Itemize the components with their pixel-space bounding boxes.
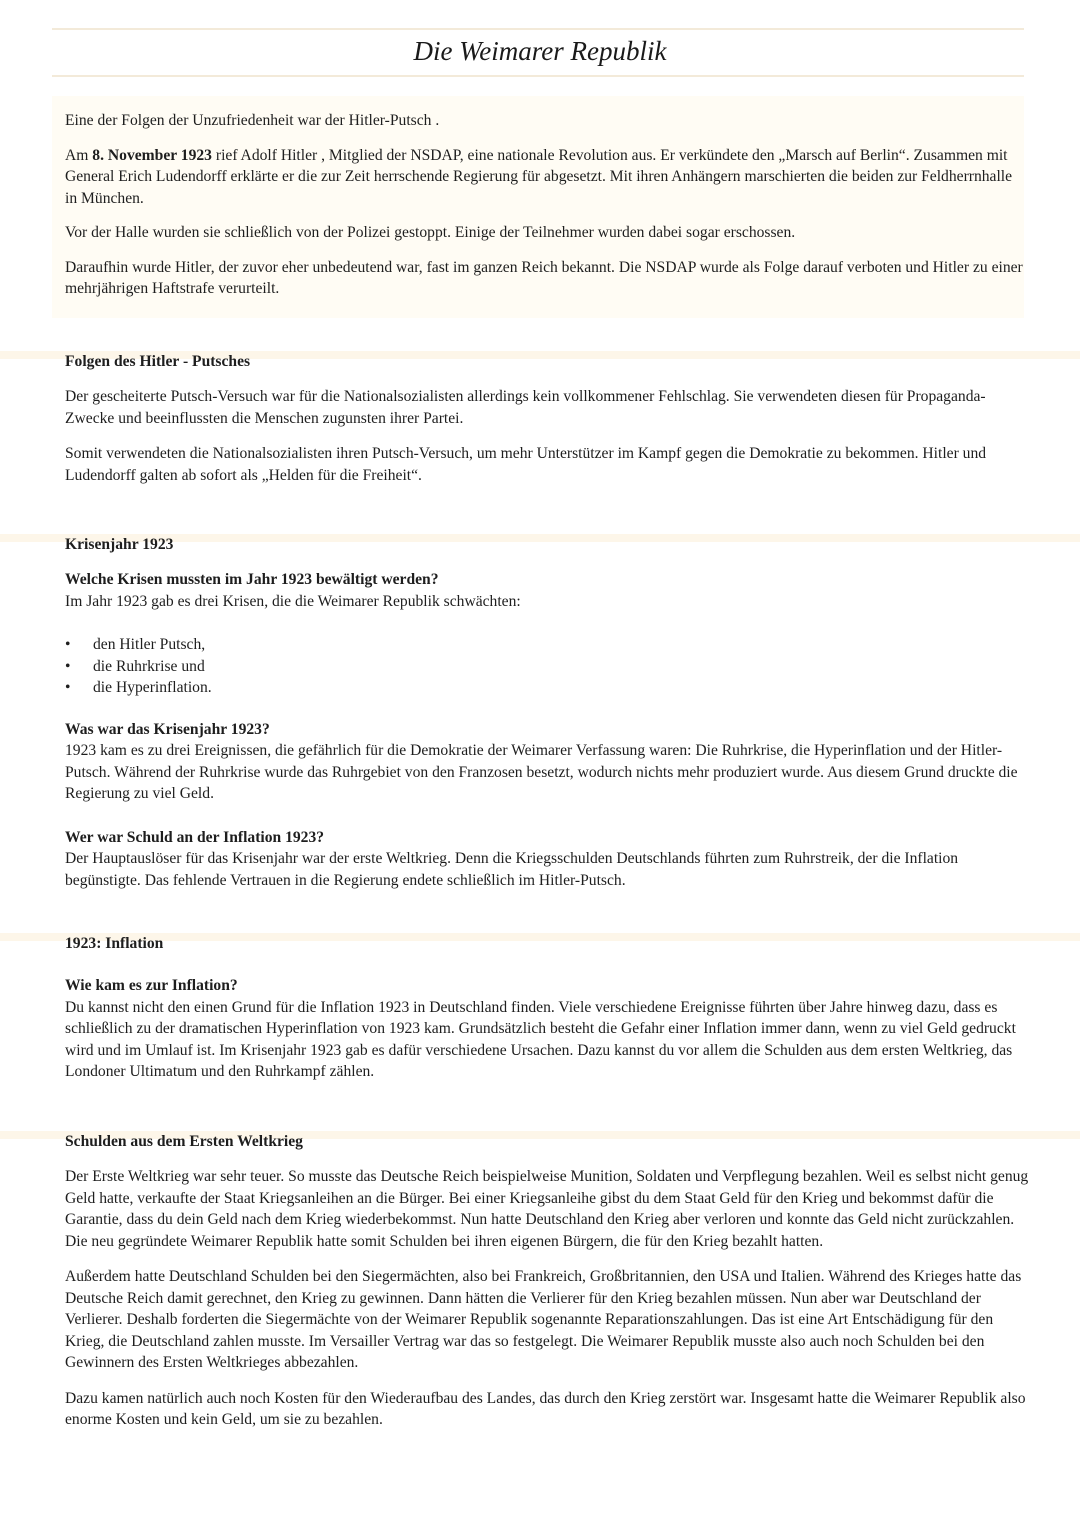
- section-krisenjahr-text: [65, 569, 1030, 891]
- crises-list: [65, 634, 1030, 699]
- intro-text: [65, 110, 1025, 300]
- section-heading-krisenjahr: Krisenjahr 1923: [65, 536, 174, 553]
- section-heading-schulden: Schulden aus dem Ersten Weltkrieg: [65, 1133, 303, 1150]
- folgen-paragraph-2: Somit verwendeten die Nationalsozialisten ihren Putsch-Versuch, um mehr Unterstützer im Kampf gegen die Demokratie zu bekommen. Hitler und Ludendorff galten ab sofort als „Helden für die Freiheit“.: [65, 445, 987, 484]
- section-heading-folgen: Folgen des Hitler - Putsches: [65, 353, 251, 370]
- list-item: • die Hyperinflation.: [65, 677, 1030, 699]
- intro-paragraph-2: [65, 145, 1025, 210]
- section-heading-inflation: 1923: Inflation: [65, 935, 164, 952]
- krisenjahr-question-2: Was war das Krisenjahr 1923?: [65, 720, 270, 738]
- folgen-paragraph-1: Der gescheiterte Putsch-Versuch war für die Nationalsozialisten allerdings kein vollkommener Fehlschlag. Sie verwendeten diesen für Propaganda-Zwecke und beeinflussten die Menschen zugunsten ihrer Partei.: [65, 388, 986, 427]
- krisenjahr-question-1: Welche Krisen mussten im Jahr 1923 bewältigt werden?: [65, 571, 439, 588]
- schulden-paragraph-1: Der Erste Weltkrieg war sehr teuer. So musste das Deutsche Reich beispielweise Munition, Soldaten und Verpflegung bezahlen. Weil es selbst nicht genug Geld hatte, verkaufte der Staat Kriegsanleihen an die Bürger. Bei einer Kriegsanleihe gibst du dem Staat Geld für den Krieg und bekommst dafür die Garantie, dass du dein Geld nach dem Krieg wiederbekommst. Nun hatte Deutschland den Krieg aber verloren und konnte das Geld nicht zurückzahlen. Die neu gegründete Weimarer Republik hatte somit Schulden bei ihren eigenen Bürgern, die für den Krieg bezahlt hatten.: [65, 1168, 1029, 1250]
- schulden-paragraph-2: Außerdem hatte Deutschland Schulden bei den Siegermächten, also bei Frankreich, Großbritannien, den USA und Italien. Während des Krieges hatte das Deutsche Reich damit gerechnet, den Krieg zu gewinnen. Dann hätten die Verlierer für den Krieg bezahlen müssen. Nun aber war Deutschland der Verlierer. Deshalb forderten die Siegermächte von der Weimarer Republik sogenannte Reparationszahlungen. Das ist eine Art Entschädigung für den Krieg, die Deutschland zahlen musste. Im Versailler Vertrag war das so festgelegt. Die Weimarer Republik musste also auch noch Schulden bei den Gewinnern des Ersten Weltkrieges abbezahlen.: [65, 1268, 1022, 1371]
- section-inflation-text: [65, 975, 1030, 1083]
- intro-paragraph-4: Daraufhin wurde Hitler, der zuvor eher unbedeutend war, fast im ganzen Reich bekannt. Die NSDAP wurde als Folge darauf verboten und Hitler zu einer mehrjährigen Haftstrafe verurteilt.: [65, 258, 1023, 297]
- inflation-answer-1: Du kannst nicht den einen Grund für die Inflation 1923 in Deutschland finden. Viele verschiedene Ereignisse führten über Jahre hinweg dazu, dass es schließlich zu der dramatischen Hyperinflation von 1923 kam. Grundsätzlich besteht die Gefahr einer Inflation immer dann, wenn zu viel Geld gedruckt wird und im Umlauf ist. Im Krisenjahr 1923 gab es dafür verschiedene Ursachen. Dazu kannst du vor allem die Schulden aus dem ersten Weltkrieg, das Londoner Ultimatum und den Ruhrkampf zählen.: [65, 998, 1016, 1080]
- intro-paragraph-1: Eine der Folgen der Unzufriedenheit war der Hitler-Putsch .: [65, 112, 440, 129]
- krisenjahr-answer-1: Im Jahr 1923 gab es drei Krisen, die die Weimarer Republik schwächten:: [65, 592, 521, 610]
- top-rule: [52, 28, 1024, 30]
- krisenjahr-answer-2: 1923 kam es zu drei Ereignissen, die gefährlich für die Demokratie der Weimarer Verfassung waren: Die Ruhrkrise, die Hyperinflation und der Hitler-Putsch. Während der Ruhrkrise wurde das Ruhrgebiet von den Franzosen besetzt, wodurch nichts mehr produziert wurde. Aus diesem Grund druckte die Regierung zu viel Geld.: [65, 742, 1018, 802]
- krisenjahr-answer-3: Der Hauptauslöser für das Krisenjahr war der erste Weltkrieg. Denn die Kriegsschulden Deutschlands führten zum Ruhrstreik, der die Inflation begünstigte. Das fehlende Vertrauen in die Regierung endete schließlich im Hitler-Putsch.: [65, 850, 959, 889]
- list-item: • die Ruhrkrise und: [65, 656, 1030, 678]
- intro-date: 8. November 1923: [92, 146, 212, 164]
- intro-paragraph-3: Vor der Halle wurden sie schließlich von der Polizei gestoppt. Einige der Teilnehmer wurden dabei sogar erschossen.: [65, 224, 796, 241]
- krisenjahr-question-3: Wer war Schuld an der Inflation 1923?: [65, 828, 325, 846]
- intro-p2-post: rief Adolf Hitler , Mitglied der NSDAP, eine nationale Revolution aus. Er verkündete den „Marsch auf Berlin“. Zusammen mit General Erich Ludendorff erklärte er die zur Zeit herrschende Regierung für abgesetzt. Mit ihren Anhängern marschierten die beiden zur Feldherrnhalle in München.: [65, 146, 1013, 207]
- inflation-question-1: Wie kam es zur Inflation?: [65, 977, 238, 994]
- schulden-paragraph-3: Dazu kamen natürlich auch noch Kosten für den Wiederaufbau des Landes, das durch den Krieg zerstört war. Insgesamt hatte die Weimarer Republik also enorme Kosten und kein Geld, um sie zu bezahlen.: [65, 1389, 1026, 1428]
- section-schulden-text: [65, 1166, 1030, 1431]
- intro-p2-pre: Am: [65, 146, 93, 164]
- page-title: Die Weimarer Republik: [413, 36, 667, 66]
- section-folgen-text: [65, 386, 1030, 486]
- list-item: • den Hitler Putsch,: [65, 634, 1030, 656]
- title-rule: [52, 75, 1024, 77]
